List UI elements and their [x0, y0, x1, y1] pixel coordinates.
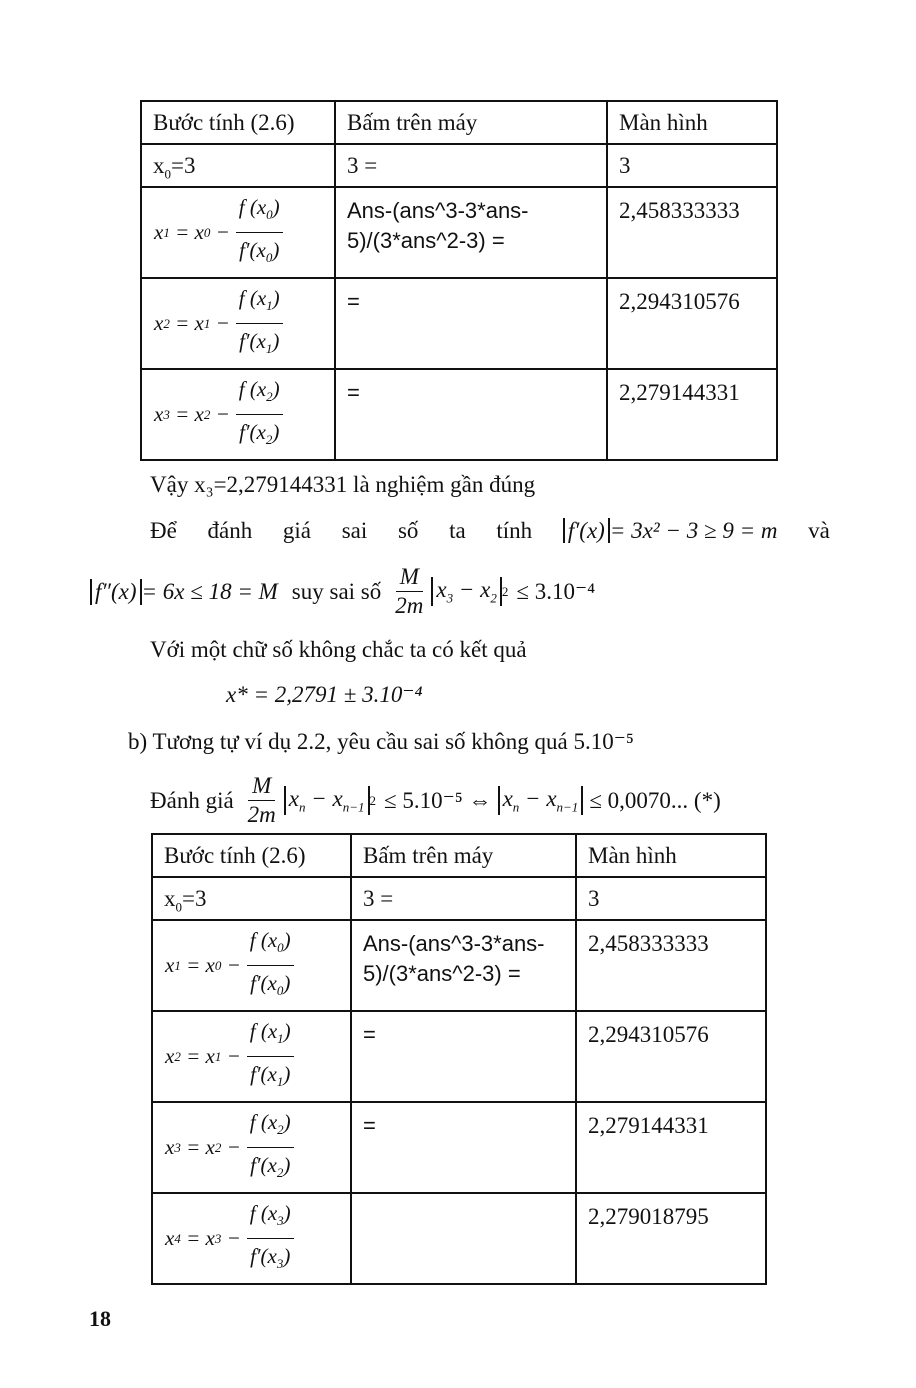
estimate-end: ≤ 0,0070... (*): [589, 787, 721, 813]
iteration-table-1: [140, 100, 778, 461]
result-intro: Với một chữ số không chắc ta có kết quả: [150, 637, 527, 662]
word: sai: [341, 518, 368, 543]
header-keys: Bấm trên máy: [363, 843, 494, 868]
word: ta: [449, 518, 466, 543]
error-estimate-line-1: [150, 518, 830, 544]
screen-value: 2,294310576: [588, 1022, 709, 1047]
step-formula: x 2 = x 1 − $\frac{f (x_1)}{f'(x_1)}$: [153, 1012, 350, 1101]
table-row: [141, 144, 777, 187]
init-step: $x_0=3$: [153, 153, 196, 182]
abs-diff: $x_3 - x_2$: [431, 577, 501, 607]
estimate-bound: ≤ 5.10⁻⁵ ⇔: [384, 787, 492, 813]
abs-diff: $x_n - x_{n-1}$: [284, 786, 370, 816]
table-row: [141, 187, 777, 278]
keys-cell: =: [347, 380, 360, 405]
derivative-bound: f′(x) = 3x² − 3 ≥ 9 = m: [563, 518, 778, 544]
table-row: [152, 1193, 766, 1284]
word: giá: [282, 518, 312, 543]
m-over-2m: $\frac{M}{2m}$: [247, 773, 276, 827]
keys-cell: [336, 188, 606, 256]
step-formula: x 4 = x 3 − $\frac{f (x_3)}{f'(x_3)}$: [153, 1194, 350, 1283]
estimate-label: Đánh giá: [150, 787, 234, 813]
screen-value: 2,458333333: [619, 198, 740, 223]
header-step: Bước tính (2.6): [164, 843, 306, 868]
table-row: [141, 369, 777, 460]
screen-value: 2,294310576: [619, 289, 740, 314]
m-over-2m: $\frac{M}{2m}$: [395, 564, 424, 618]
conclusion-text: Vậy x₃=2,279144331 là nghiệm gần đúng: [150, 472, 536, 497]
screen-value: 2,279144331: [588, 1113, 709, 1138]
table-row: [152, 1011, 766, 1102]
page-number: 18: [89, 1306, 111, 1331]
step-formula: x 3 = x 2 − $\frac{f (x_2)}{f'(x_2)}$: [142, 370, 334, 459]
result-value: x* = 2,2791 ± 3.10⁻⁴: [226, 682, 423, 707]
word: tính: [496, 518, 533, 543]
table-row: [152, 1102, 766, 1193]
word: và: [808, 518, 830, 543]
second-derivative: f″(x): [90, 579, 142, 605]
init-screen: 3: [619, 153, 631, 178]
header-keys: Bấm trên máy: [347, 110, 478, 135]
init-keys: 3 =: [347, 153, 378, 178]
part-b-estimate: Đánh giá $\frac{M}{2m}$ $x_n - x_{n-1}$ 2 ≤ 5.10⁻⁵ ⇔ $x_n - x_{n-1}$ ≤ 0,0070... (*): [150, 773, 721, 827]
keys-line-2: 5)/(3*ans^2-3) =: [347, 228, 505, 253]
error-bound: ≤ 3.10⁻⁴: [516, 578, 596, 604]
init-keys: 3 =: [363, 886, 394, 911]
table-row: [141, 278, 777, 369]
step-formula: x 3 = x 2 − $\frac{f (x_2)}{f'(x_2)}$: [153, 1103, 350, 1192]
header-screen: Màn hình: [588, 843, 677, 868]
init-screen: 3: [588, 886, 600, 911]
keys-cell: =: [363, 1022, 376, 1047]
error-estimate-line-2: f″(x) = 6x ≤ 18 = M suy sai số $\frac{M}{2m}$ $x_3 - x_2$ 2 ≤ 3.10⁻⁴: [90, 563, 595, 620]
table-row: [152, 920, 766, 1011]
table-header-row: [141, 101, 777, 144]
header-screen: Màn hình: [619, 110, 708, 135]
keys-line-2: 5)/(3*ans^2-3) =: [363, 961, 521, 986]
table-row: [152, 877, 766, 920]
step-formula: x 1 = x 0 − $\frac{f (x_0)}{f'(x_0)}$: [153, 921, 350, 1010]
keys-line-1: Ans-(ans^3-3*ans-: [363, 931, 545, 956]
part-b-text: b) Tương tự ví dụ 2.2, yêu cầu sai số không quá 5.10⁻⁵: [128, 729, 634, 754]
step-formula: x 1 = x 0 − $\frac{f (x_0)}{f'(x_0)}$: [142, 188, 334, 277]
abs-diff: $x_n - x_{n-1}$: [498, 786, 584, 816]
word: Để: [150, 518, 177, 543]
keys-line-1: Ans-(ans^3-3*ans-: [347, 198, 529, 223]
header-step: Bước tính (2.6): [153, 110, 295, 135]
screen-value: 2,458333333: [588, 931, 709, 956]
word: đánh: [207, 518, 253, 543]
derivative-bound-rhs: = 3x² − 3 ≥ 9 = m: [609, 518, 778, 543]
error-label: suy sai số: [291, 578, 382, 604]
screen-value: 2,279018795: [588, 1204, 709, 1229]
init-step: $x_0=3$: [164, 886, 207, 915]
screen-value: 2,279144331: [619, 380, 740, 405]
keys-cell: =: [347, 289, 360, 314]
keys-cell: [352, 921, 575, 989]
table-header-row: [152, 834, 766, 877]
second-derivative-bound: = 6x ≤ 18 = M: [141, 578, 278, 604]
keys-cell: [352, 1194, 575, 1202]
step-formula: x 2 = x 1 − $\frac{f (x_1)}{f'(x_1)}$: [142, 279, 334, 368]
iteration-table-2: [151, 833, 767, 1285]
keys-cell: =: [363, 1113, 376, 1138]
word: số: [397, 518, 419, 543]
